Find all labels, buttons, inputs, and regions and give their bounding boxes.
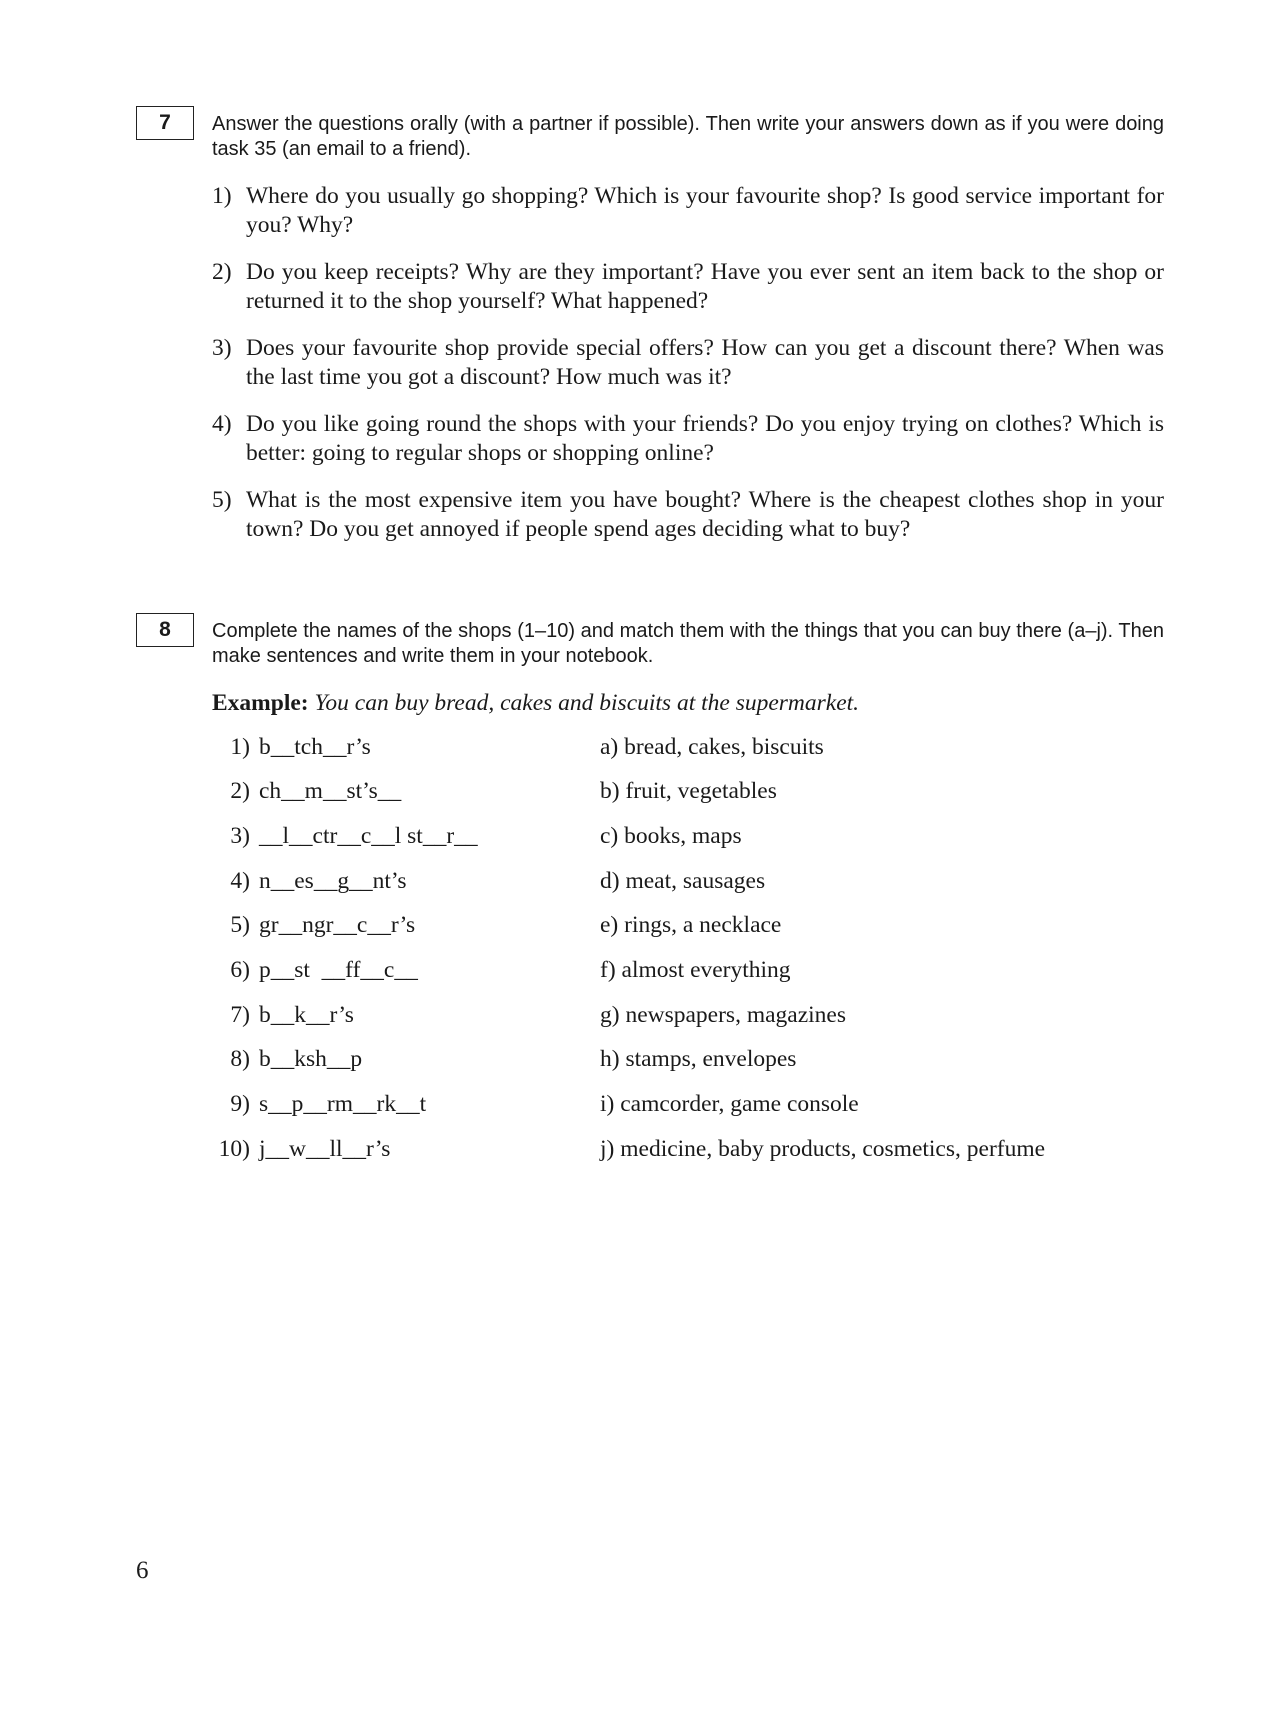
shop-number: 9): [230, 1091, 250, 1117]
matching-row: [0, 777, 1270, 806]
matching-row: [0, 1001, 1270, 1030]
goods-item: e) rings, a necklace: [600, 912, 782, 938]
question-number: 3): [212, 335, 232, 361]
shop-name-gapped: b__k__r’s: [259, 1002, 354, 1028]
matching-row: [0, 822, 1270, 851]
shop-number: 1): [230, 734, 250, 760]
question-item: [212, 410, 1164, 468]
shop-number: 2): [230, 778, 250, 804]
task-instruction: Complete the names of the shops (1–10) and match them with the things that you can buy there (a–j). Then make sentences and write them in your notebook.: [212, 620, 1164, 667]
question-number: 2): [212, 259, 232, 285]
example-sentence: [212, 689, 859, 718]
question-text: Does your favourite shop provide special offers? How can you get a discount there? When was the last time you got a discount? How much was it?: [246, 335, 1164, 390]
question-number: 1): [212, 183, 232, 209]
matching-row: [0, 911, 1270, 940]
question-number: 4): [212, 411, 232, 437]
task-number-box: 8: [136, 613, 194, 647]
shop-number: 7): [230, 1002, 250, 1028]
matching-row: [0, 1135, 1270, 1164]
shop-number: 5): [230, 912, 250, 938]
question-item: [212, 486, 1164, 544]
matching-row: [0, 956, 1270, 985]
goods-item: j) medicine, baby products, cosmetics, perfume: [600, 1136, 1046, 1162]
goods-item: b) fruit, vegetables: [600, 778, 777, 804]
goods-item: c) books, maps: [600, 823, 742, 849]
matching-row: [0, 1090, 1270, 1119]
goods-item: d) meat, sausages: [600, 868, 766, 894]
shop-number: 10): [218, 1136, 250, 1162]
example-label: Example:: [212, 690, 309, 716]
shop-number: 8): [230, 1046, 250, 1072]
shop-name-gapped: b__ksh__p: [259, 1046, 363, 1072]
shop-name-gapped: j__w__ll__r’s: [259, 1136, 391, 1162]
question-text: Do you like going round the shops with your friends? Do you enjoy trying on clothes? Which is better: going to regular shops or shopping online?: [246, 411, 1164, 466]
task-instruction: Answer the questions orally (with a partner if possible). Then write your answers down as if you were doing task 35 (an email to a friend).: [212, 113, 1164, 160]
matching-row: [0, 733, 1270, 762]
goods-item: h) stamps, envelopes: [600, 1046, 797, 1072]
shop-number: 6): [230, 957, 250, 983]
shop-name-gapped: n__es__g__nt’s: [259, 868, 407, 894]
goods-item: g) newspapers, magazines: [600, 1002, 847, 1028]
shop-name-gapped: ch__m__st’s__: [259, 778, 402, 804]
question-text: What is the most expensive item you have bought? Where is the cheapest clothes shop in your town? Do you get annoyed if people spend ages deciding what to buy?: [246, 487, 1164, 542]
goods-item: a) bread, cakes, biscuits: [600, 734, 824, 760]
task-number-box: 7: [136, 106, 194, 140]
matching-row: [0, 867, 1270, 896]
question-item: [212, 258, 1164, 316]
question-text: Do you keep receipts? Why are they important? Have you ever sent an item back to the shop or returned it to the shop yourself? What happened?: [246, 259, 1164, 314]
shop-number: 4): [230, 868, 250, 894]
question-item: [212, 182, 1164, 240]
shop-name-gapped: b__tch__r’s: [259, 734, 371, 760]
shop-name-gapped: s__p__rm__rk__t: [259, 1091, 427, 1117]
question-item: [212, 334, 1164, 392]
shop-number: 3): [230, 823, 250, 849]
question-text: Where do you usually go shopping? Which is your favourite shop? Is good service important for you? Why?: [246, 183, 1164, 238]
page-number: 6: [136, 1557, 149, 1584]
shop-name-gapped: p__st __ff__c__: [259, 957, 418, 983]
goods-item: i) camcorder, game console: [600, 1091, 859, 1117]
matching-row: [0, 1045, 1270, 1074]
question-number: 5): [212, 487, 232, 513]
shop-name-gapped: __l__ctr__c__l st__r__: [259, 823, 478, 849]
example-text: You can buy bread, cakes and biscuits at the supermarket.: [314, 690, 860, 716]
goods-item: f) almost everything: [600, 957, 791, 983]
shop-name-gapped: gr__ngr__c__r’s: [259, 912, 416, 938]
